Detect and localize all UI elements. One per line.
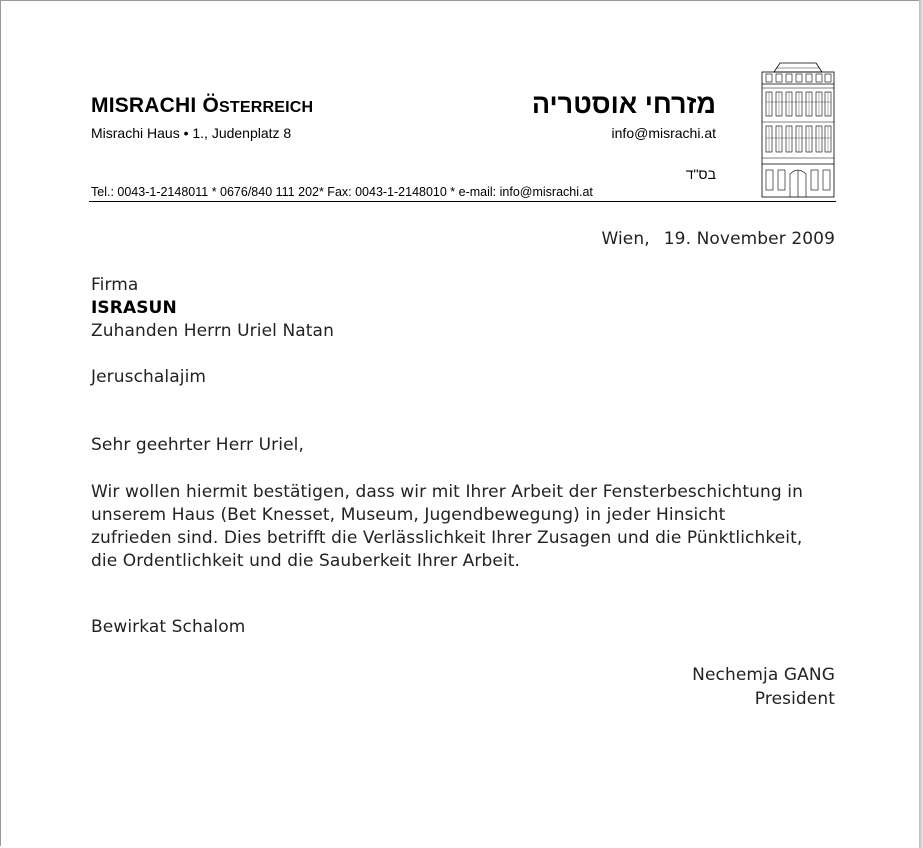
date-value: 19. November 2009 (663, 229, 835, 249)
recipient-type: Firma (91, 275, 139, 295)
letterhead (0, 0, 923, 210)
signer-name: Nechemja GANG (692, 665, 835, 685)
paragraph-line: zufrieden sind. Dies betrifft die Verlässlichkeit Ihrer Zusagen und die Pünktlichkeit, (91, 528, 803, 548)
recipient-company: ISRASUN (91, 298, 177, 318)
signature-block (692, 663, 835, 711)
paragraph-line: unserem Haus (Bet Knesset, Museum, Jugendbewegung) in jeder Hinsicht (91, 505, 726, 525)
date-line (601, 229, 835, 249)
recipient-city: Jeruschalajim (91, 367, 207, 387)
bsd-mark: בס"ד (685, 166, 716, 182)
org-name-sub-rest: STERREICH (219, 99, 314, 116)
paragraph-line: Wir wollen hiermit bestätigen, dass wir mit Ihrer Arbeit der Fensterbeschichtung in (91, 482, 803, 502)
org-name-main: MISRACHI (91, 94, 197, 117)
hebrew-org-name: מזרחי אוסטריה (531, 89, 716, 119)
signer-title: President (754, 689, 835, 709)
recipient-attention: Zuhanden Herrn Uriel Natan (91, 321, 334, 341)
contact-line: Tel.: 0043-1-2148011 * 0676/840 111 202* Fax: 0043-1-2148010 * e-mail: info@misrachi.at (91, 185, 593, 199)
closing: Bewirkat Schalom (91, 617, 246, 637)
org-name (91, 94, 313, 118)
letter-paragraph (91, 481, 851, 573)
org-address: Misrachi Haus • 1., Judenplatz 8 (91, 125, 292, 141)
org-name-sub-initial: Ö (202, 94, 220, 117)
org-email: info@misrachi.at (611, 125, 716, 141)
date-place: Wien, (601, 229, 650, 249)
salutation: Sehr geehrter Herr Uriel, (91, 435, 304, 455)
paragraph-line: die Ordentlichkeit und die Sauberkeit Ihrer Arbeit. (91, 551, 521, 571)
building-icon (760, 62, 836, 198)
header-rule (89, 201, 836, 202)
